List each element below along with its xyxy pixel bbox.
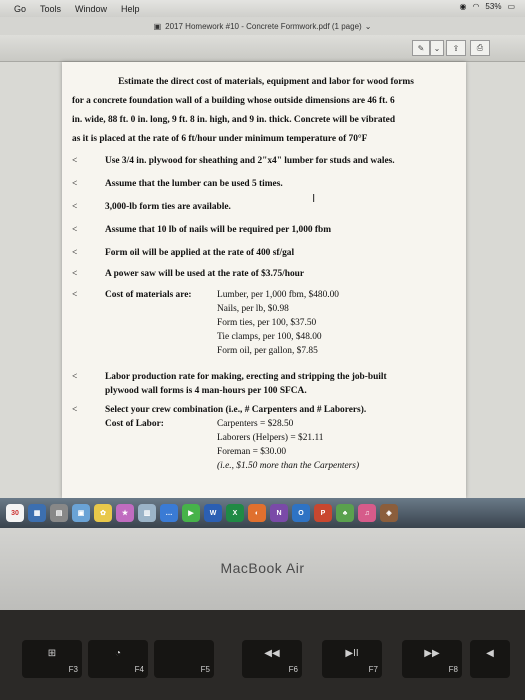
mission-control-icon: ⊞ bbox=[47, 648, 57, 659]
intro-line-3: in. wide, 88 ft. 0 in. long, 9 ft. 8 in. high, and 9 in. thick. Concrete will be vibrated bbox=[72, 115, 396, 125]
onenote-icon[interactable]: N bbox=[270, 504, 288, 522]
app-icon[interactable]: ♣ bbox=[336, 504, 354, 522]
toolbar bbox=[0, 35, 525, 62]
bullet-marker: < bbox=[72, 202, 78, 212]
key-f8[interactable] bbox=[402, 640, 462, 678]
labor-rate-line-1: Labor production rate for making, erecting and stripping the job-built bbox=[105, 372, 387, 382]
menu-extras bbox=[459, 2, 515, 11]
app-icon[interactable]: ★ bbox=[116, 504, 134, 522]
menu-tools[interactable]: Tools bbox=[40, 3, 62, 14]
siri-icon[interactable]: ◉ bbox=[459, 2, 467, 11]
search-group bbox=[470, 40, 490, 54]
intro-line-1: Estimate the direct cost of materials, equipment and labor for wood forms bbox=[118, 77, 414, 87]
list-item-text: A power saw will be used at the rate of $3.75/hour bbox=[105, 269, 305, 279]
calendar-icon[interactable]: 30 bbox=[6, 504, 24, 522]
window-title: 2017 Homework #10 - Concrete Formwork.pdf (1 page) bbox=[165, 21, 362, 31]
window-titlebar[interactable] bbox=[0, 17, 525, 35]
key-f4[interactable] bbox=[88, 640, 148, 678]
labor-cost: Foreman = $30.00 bbox=[217, 447, 287, 457]
key-label: F8 bbox=[448, 665, 458, 674]
labor-rate-line-2: plywood wall forms is 4 man-hours per 100 SFCA. bbox=[105, 386, 307, 396]
list-item-text: Assume that 10 lb of nails will be required per 1,000 fbm bbox=[105, 225, 332, 235]
photos-icon[interactable]: ✿ bbox=[94, 504, 112, 522]
launchpad-icon: ◔ bbox=[114, 648, 122, 659]
pdf-file-icon: ▣ bbox=[153, 21, 162, 31]
key-f5[interactable] bbox=[154, 640, 214, 678]
mute-icon: ◀ bbox=[486, 648, 494, 659]
labor-cost: Laborers (Helpers) = $21.11 bbox=[217, 433, 324, 443]
excel-icon[interactable]: X bbox=[226, 504, 244, 522]
play-pause-icon: ▶II bbox=[345, 648, 359, 659]
preview-icon[interactable]: ▣ bbox=[72, 504, 90, 522]
powerpoint-icon[interactable]: P bbox=[314, 504, 332, 522]
labor-cost-note: (i.e., $1.50 more than the Carpenters) bbox=[217, 461, 360, 471]
app-icon[interactable]: ▤ bbox=[50, 504, 68, 522]
keyboard bbox=[0, 610, 525, 700]
material-cost: Nails, per lb, $0.98 bbox=[217, 304, 289, 314]
battery-icon[interactable]: ▭ bbox=[507, 2, 515, 11]
markup-group bbox=[412, 40, 444, 54]
menu-window[interactable]: Window bbox=[75, 3, 108, 14]
pdf-page bbox=[62, 62, 466, 498]
chevron-down-icon[interactable]: ⌄ bbox=[364, 21, 372, 31]
material-cost: Lumber, per 1,000 fbm, $480.00 bbox=[217, 290, 339, 300]
outlook-icon[interactable]: O bbox=[292, 504, 310, 522]
menu-bar bbox=[0, 0, 525, 17]
bullet-marker: < bbox=[72, 290, 78, 300]
print-icon[interactable]: ⎙ bbox=[470, 40, 490, 56]
crew-line: Select your crew combination (i.e., # Carpenters and # Laborers). bbox=[105, 405, 367, 415]
list-item-text: Assume that the lumber can be used 5 times. bbox=[105, 179, 283, 189]
chevron-down-icon[interactable]: ⌄ bbox=[430, 40, 444, 56]
markup-pen-icon[interactable]: ✎ bbox=[412, 40, 430, 56]
bullet-marker: < bbox=[72, 179, 78, 189]
bullet-marker: < bbox=[72, 372, 78, 382]
bullet-marker: < bbox=[72, 269, 78, 279]
bullet-marker: < bbox=[72, 156, 78, 166]
rewind-icon: ◀◀ bbox=[264, 648, 280, 659]
list-item-text: 3,000-lb form ties are available. bbox=[105, 202, 231, 212]
brand-label: MacBook Air bbox=[220, 560, 305, 576]
dock bbox=[0, 498, 525, 528]
key-label: F6 bbox=[288, 665, 298, 674]
cost-of-labor-label: Cost of Labor: bbox=[105, 419, 164, 429]
material-cost: Form ties, per 100, $37.50 bbox=[217, 318, 317, 328]
bullet-marker: < bbox=[72, 248, 78, 258]
messages-icon[interactable]: … bbox=[160, 504, 178, 522]
list-item-text: Use 3/4 in. plywood for sheathing and 2"x4" lumber for studs and wales. bbox=[105, 156, 395, 166]
app-icon[interactable]: ◈ bbox=[380, 504, 398, 522]
key-label: F7 bbox=[368, 665, 378, 674]
key-f3[interactable] bbox=[22, 640, 82, 678]
list-item-text: Cost of materials are: bbox=[105, 290, 192, 300]
app-icon[interactable]: ▥ bbox=[138, 504, 156, 522]
labor-cost: Carpenters = $28.50 bbox=[217, 419, 294, 429]
share-group bbox=[446, 40, 466, 54]
key-label: F4 bbox=[134, 665, 144, 674]
material-cost: Tie clamps, per 100, $48.00 bbox=[217, 332, 322, 342]
bullet-marker: < bbox=[72, 405, 78, 415]
fast-forward-icon: ▶▶ bbox=[424, 648, 440, 659]
material-cost: Form oil, per gallon, $7.85 bbox=[217, 346, 318, 356]
app-icon[interactable]: ◐ bbox=[248, 504, 266, 522]
app-icon[interactable]: ▦ bbox=[28, 504, 46, 522]
key-label: F5 bbox=[200, 665, 210, 674]
list-item-text: Form oil will be applied at the rate of 400 sf/gal bbox=[105, 248, 295, 258]
bullet-marker: < bbox=[72, 225, 78, 235]
key-f7[interactable] bbox=[322, 640, 382, 678]
battery-percent[interactable]: 53% bbox=[485, 2, 502, 11]
share-icon[interactable]: ⇪ bbox=[446, 40, 466, 56]
wifi-icon[interactable]: ◠ bbox=[472, 2, 480, 11]
facetime-icon[interactable]: ▶ bbox=[182, 504, 200, 522]
word-icon[interactable]: W bbox=[204, 504, 222, 522]
music-icon[interactable]: ♫ bbox=[358, 504, 376, 522]
menu-go[interactable]: Go bbox=[14, 3, 27, 14]
text-cursor-icon: I bbox=[312, 192, 316, 205]
intro-line-2: for a concrete foundation wall of a building whose outside dimensions are 46 ft. 6 bbox=[72, 96, 395, 106]
key-f6[interactable] bbox=[242, 640, 302, 678]
key-label: F3 bbox=[68, 665, 78, 674]
intro-line-4: as it is placed at the rate of 6 ft/hour under minimum temperature of 70°F bbox=[72, 134, 368, 144]
key-f9[interactable] bbox=[470, 640, 510, 678]
menu-help[interactable]: Help bbox=[121, 3, 140, 14]
